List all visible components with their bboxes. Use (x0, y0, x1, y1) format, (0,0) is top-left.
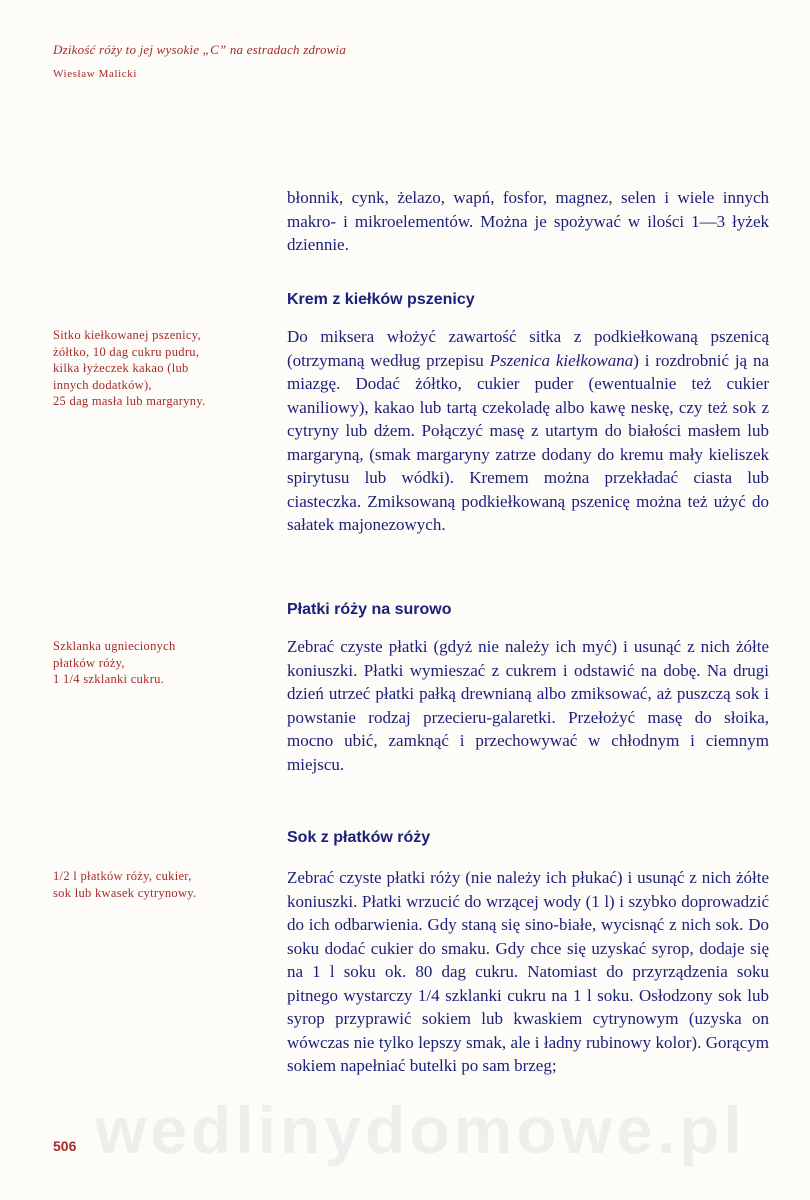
ingredients-platki (53, 638, 278, 688)
ingredient-line: 1 1/4 szklanki cukru. (53, 672, 165, 686)
watermark: wedlinydomowe.pl (95, 1093, 746, 1167)
recipe-text-part: ) i rozdrobnić ją na miazgę. Dodać żółtko, cukier puder (ewentualnie też cukier waniliowy), kakao lub tartą czekoladę albo kawę neskę, czy też sok z cytryny lub dżem. Połączyć masę z utartym do białości masłem lub margaryną, (smak margaryny zatrze dodany do kremu mały kieliszek spirytusu lub wódki). Kremem można przekładać ciasta lub ciasteczka. Zmiksowaną podkiełkowaną pszenicę można też użyć do sałatek majonezowych. (287, 350, 769, 534)
ingredient-line: sok lub kwasek cytrynowy. (53, 885, 197, 900)
intro-paragraph (287, 186, 769, 257)
running-header-author: Wiesław Malicki (53, 68, 138, 80)
recipe-text: Zebrać czyste płatki róży (nie należy ich płukać) i usunąć z nich żółte koniuszki. Płatki wrzucić do wrzącej wody (1 l) i szybko doprowadzić do ich odbarwienia. Gdy staną się sino-białe, wycisnąć z nich sok. Do soku dodać cukier do smaku. Gdy chce się uzyskać syrop, dodaje się na 1 l soku ok. 80 dag cukru. Natomiast do przyrządzenia soku pitnego wystarczy 1/4 szklanki cukru na 1 l soku. Osłodzony sok lub syrop przyprawić sokiem lub kwaskiem cytrynowym (uzyska on wówczas nie tylko lepszy smak, ale i ładny rubinowy kolor). Gorącym sokiem napełniać butelki po sam brzeg; (287, 868, 769, 1075)
recipe-text-part: Do miksera włożyć zawartość sitka z podkiełkowaną pszenicą (otrzymaną według przepisu (287, 327, 769, 370)
intro-text: błonnik, cynk, żelazo, wapń, fosfor, magnez, selen i wiele innych makro- i mikroelementów. Można je spożywać w ilości 1—3 łyżek dziennie. (287, 188, 769, 254)
running-header-title: Dzikość róży to jej wysokie „C” na estradach zdrowia (53, 42, 347, 57)
ingredient-line: żółtko, 10 dag cukru pudru, (53, 344, 200, 359)
recipe-text (287, 325, 769, 537)
ingredient-line: 25 dag masła lub margaryny. (53, 394, 206, 408)
ingredient-line: innych dodatków), (53, 377, 152, 392)
ingredient-line: płatków róży, (53, 655, 125, 670)
ingredient-line: kilka łyżeczek kakao (lub (53, 361, 189, 375)
recipe-reference: Pszenica kiełkowana (489, 350, 634, 370)
section-heading-sok: Sok z płatków róży (287, 829, 431, 846)
page-number: 506 (53, 1138, 77, 1154)
section-heading-krem: Krem z kiełków pszenicy (287, 291, 475, 308)
ingredient-line: 1/2 l płatków róży, cukier, (53, 869, 192, 883)
section-heading-platki: Płatki róży na surowo (287, 601, 452, 618)
recipe-text: Zebrać czyste płatki (gdyż nie należy ich myć) i usunąć z nich żółte koniuszki. Płatki wymieszać z cukrem i odstawić na dobę. Na drugi dzień utrzeć płatki pałką drewnianą albo zmiksować, aż puszczą sok i powstanie rodzaj przecieru-galaretki. Przełożyć masę do słoika, mocno ubić, zamknąć i przechowywać w chłodnym i ciemnym miejscu. (287, 637, 769, 774)
ingredients-sok (53, 868, 278, 901)
ingredients-krem (53, 327, 278, 410)
recipe-body-krem (287, 325, 769, 537)
ingredient-line: Szklanka ugniecionych (53, 639, 176, 653)
recipe-body-platki (287, 635, 769, 776)
recipe-body-sok (287, 866, 769, 1078)
ingredient-line: Sitko kiełkowanej pszenicy, (53, 328, 201, 342)
